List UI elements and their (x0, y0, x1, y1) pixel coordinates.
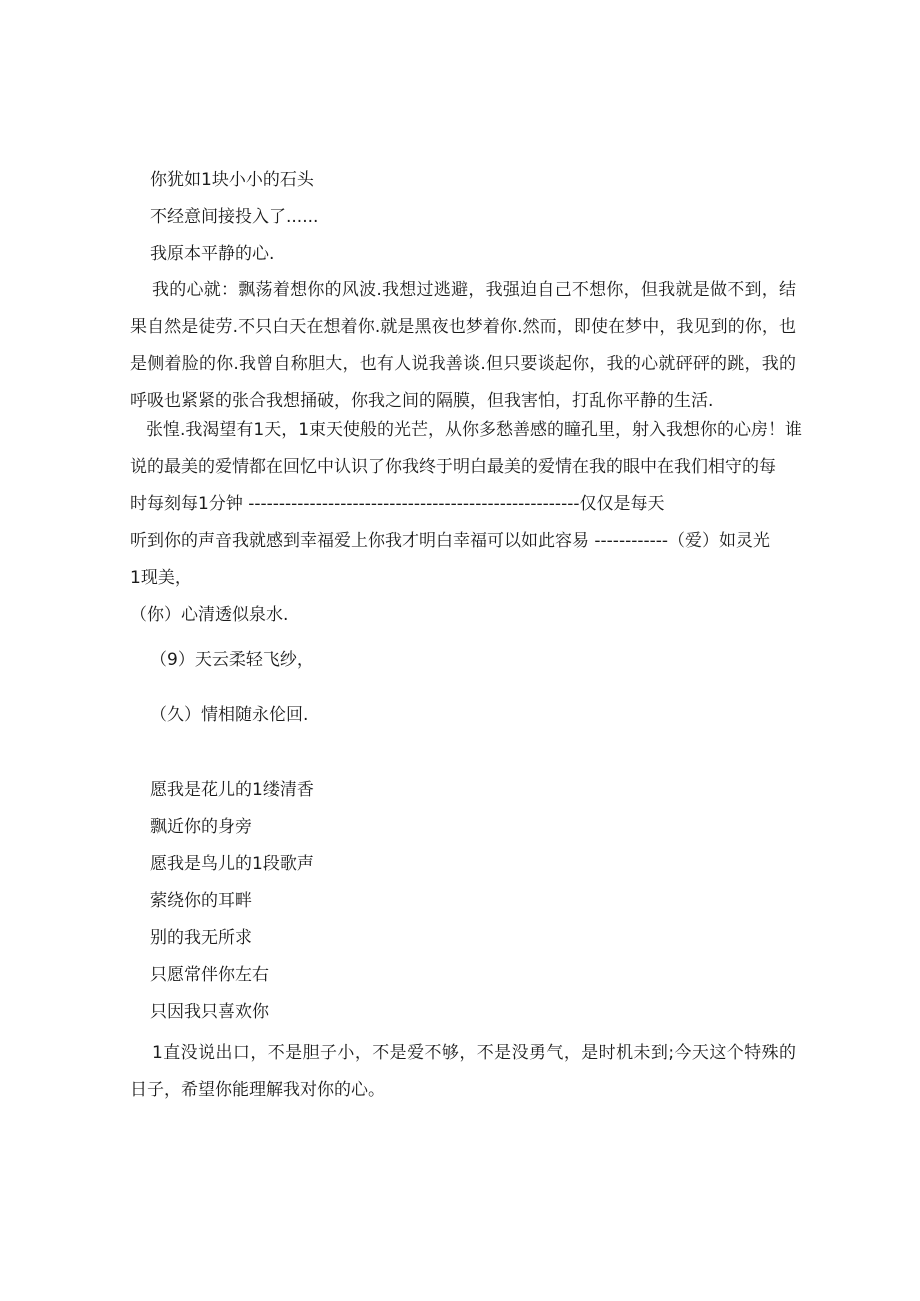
poem-line-3: 愿我是鸟儿的1段歌声 (150, 854, 314, 874)
poem-line-1: 愿我是花儿的1缕清香 (150, 780, 314, 800)
poem-line-7: 只因我只喜欢你 (150, 1002, 269, 1022)
intro-line-2: 不经意间接投入了...... (150, 207, 319, 227)
poem-line-2: 飘近你的身旁 (150, 817, 252, 837)
paragraph2-line-4: 听到你的声音我就感到幸福爱上你我才明白幸福可以如此容易 ------------（爱）如灵光 (130, 531, 771, 551)
poem-line-4: 萦绕你的耳畔 (150, 891, 252, 911)
closing-paragraph: 1直没说出口，不是胆子小，不是爱不够，不是没勇气，是时机未到;今天这个特殊的日子，希望你能理解我对你的心。 (130, 1043, 796, 1100)
paragraph2-line-5: 1现美， (130, 568, 192, 588)
intro-line-1: 你犹如1块小小的石头 (150, 170, 314, 190)
paragraph2-line-2: 说的最美的爱情都在回忆中认识了你我终于明白最美的爱情在我的眼中在我们相守的每 (130, 457, 776, 477)
intro-line-3: 我原本平静的心. (150, 244, 275, 264)
poem-line-6: 只愿常伴你左右 (150, 965, 269, 985)
acrostic-line-1: （你）心清透似泉水. (130, 605, 289, 625)
paragraph2-line-3: 时每刻每1分钟 ------------------------------------------------------仅仅是每天 (130, 494, 665, 514)
paragraph-heart: 我的心就：飘荡着想你的风波.我想过逃避，我强迫自己不想你，但我就是做不到，结果自然是徒劳.不只白天在想着你.就是黑夜也梦着你.然而，即使在梦中，我见到的你，也是侧着脸的你.我曾自称胆大，也有人说我善谈.但只要谈起你，我的心就砰砰的跳，我的呼吸也紧紧的张合我想捅破，你我之间的隔膜，但我害怕，打乱你平静的生活. (130, 280, 796, 411)
poem-line-5: 别的我无所求 (150, 928, 252, 948)
paragraph2-line-1: 张惶.我渴望有1天，1束天使般的光芒，从你多愁善感的瞳孔里，射入我想你的心房！谁 (146, 420, 803, 440)
acrostic-line-2: （9）天云柔轻飞纱， (150, 650, 314, 670)
acrostic-line-3: （久）情相随永伦回. (150, 705, 309, 725)
